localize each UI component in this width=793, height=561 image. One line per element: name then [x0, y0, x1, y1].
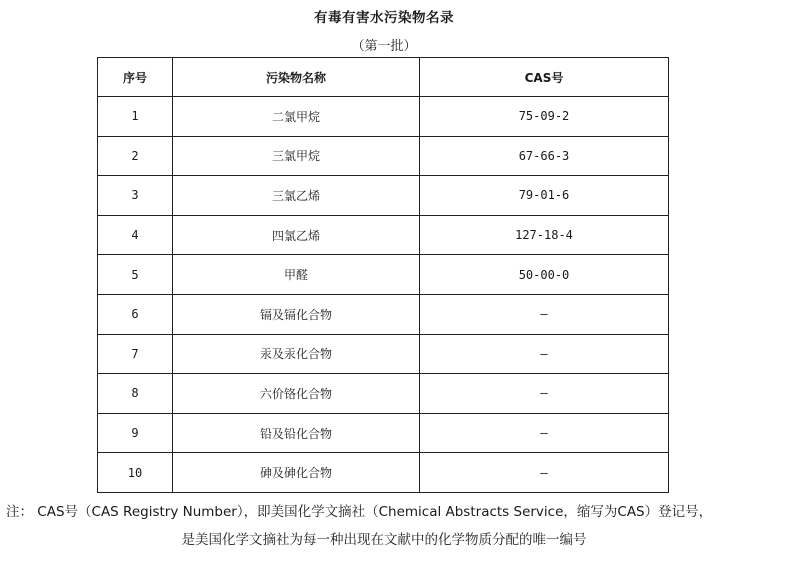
row-cas: —	[420, 453, 669, 493]
row-name: 二氯甲烷	[173, 97, 420, 137]
row-seq: 8	[98, 374, 173, 414]
row-name: 三氯乙烯	[173, 176, 420, 216]
table-row	[98, 255, 669, 295]
table-row	[98, 294, 669, 334]
header-seq: 序号	[98, 58, 173, 97]
row-cas: —	[420, 413, 669, 453]
table-row	[98, 413, 669, 453]
row-name: 汞及汞化合物	[173, 334, 420, 374]
row-seq: 5	[98, 255, 173, 295]
row-name: 四氯乙烯	[173, 215, 420, 255]
row-name: 砷及砷化合物	[173, 453, 420, 493]
row-seq: 9	[98, 413, 173, 453]
row-cas: 75-09-2	[420, 97, 669, 137]
row-cas: 127-18-4	[420, 215, 669, 255]
row-seq: 7	[98, 334, 173, 374]
row-seq: 2	[98, 136, 173, 176]
table-row	[98, 453, 669, 493]
header-cas: CAS号	[420, 58, 669, 97]
row-cas: 50-00-0	[420, 255, 669, 295]
row-seq: 1	[98, 97, 173, 137]
row-name: 镉及镉化合物	[173, 294, 420, 334]
row-seq: 3	[98, 176, 173, 216]
pollutant-table	[97, 57, 669, 493]
table-row	[98, 176, 669, 216]
table-row	[98, 97, 669, 137]
footnote-line-1: 注： CAS号（CAS Registry Number），即美国化学文摘社（Chemical Abstracts Service，缩写为CAS）登记号，	[6, 504, 713, 520]
header-name: 污染物名称	[173, 58, 420, 97]
table-row	[98, 215, 669, 255]
footnote-line-2: 是美国化学文摘社为每一种出现在文献中的化学物质分配的唯一编号	[181, 532, 587, 548]
table-row	[98, 334, 669, 374]
table-header-row	[98, 58, 669, 97]
row-seq: 4	[98, 215, 173, 255]
row-name: 甲醛	[173, 255, 420, 295]
table-row	[98, 374, 669, 414]
row-cas: 79-01-6	[420, 176, 669, 216]
table-row	[98, 136, 669, 176]
document-title: 有毒有害水污染物名录	[314, 10, 454, 26]
row-seq: 6	[98, 294, 173, 334]
row-name: 三氯甲烷	[173, 136, 420, 176]
row-cas: 67-66-3	[420, 136, 669, 176]
row-cas: —	[420, 294, 669, 334]
row-cas: —	[420, 374, 669, 414]
document-subtitle: （第一批）	[351, 39, 417, 54]
row-seq: 10	[98, 453, 173, 493]
row-name: 六价铬化合物	[173, 374, 420, 414]
row-name: 铅及铅化合物	[173, 413, 420, 453]
row-cas: —	[420, 334, 669, 374]
